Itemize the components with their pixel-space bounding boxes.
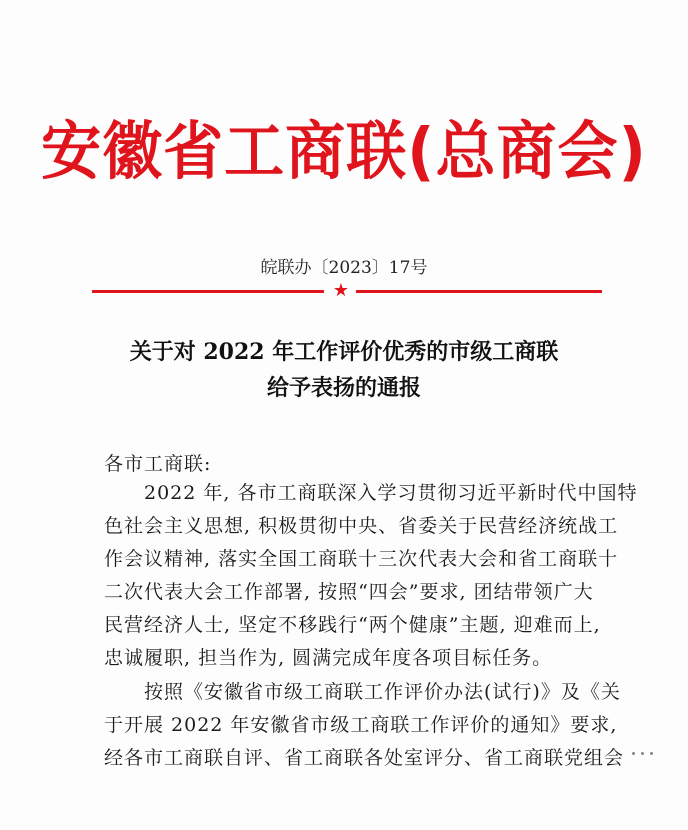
paragraph-line: 色社会主义思想, 积极贯彻中央、省委关于民营经济统战工 bbox=[104, 515, 619, 537]
scan-specks bbox=[632, 752, 656, 758]
paragraph-line: 民营经济人士, 坚定不移践行“两个健康”主题, 迎难而上, bbox=[104, 614, 601, 636]
paragraph-line: 2022 年, 各市工商联深入学习贯彻习近平新时代中国特 bbox=[144, 482, 638, 504]
paragraph-line: 经各市工商联自评、省工商联各处室评分、省工商联党组会 bbox=[104, 747, 625, 769]
paragraph-line: 二次代表大会工作部署, 按照“四会”要求, 团结带领广大 bbox=[104, 581, 594, 603]
title-line-1: 关于对 2022 年工作评价优秀的市级工商联 bbox=[129, 339, 559, 365]
org-masthead: 安徽省工商联(总商会) bbox=[41, 115, 647, 189]
paragraph-line: 作会议精神, 落实全国工商联十三次代表大会和省工商联十 bbox=[104, 548, 619, 570]
document-title bbox=[0, 334, 688, 406]
title-line-2: 给予表扬的通报 bbox=[266, 375, 421, 401]
paragraph-1 bbox=[104, 477, 638, 675]
paragraph-2 bbox=[104, 676, 625, 775]
paragraph-line: 于开展 2022 年安徽省市级工商联工作评价的通知》要求, bbox=[104, 714, 618, 736]
paragraph-line: 按照《安徽省市级工商联工作评价办法(试行)》及《关 bbox=[144, 681, 621, 703]
salutation: 各市工商联: bbox=[104, 453, 212, 475]
paragraph-line: 忠诚履职, 担当作为, 圆满完成年度各项目标任务。 bbox=[104, 647, 553, 669]
red-divider-right bbox=[356, 290, 602, 293]
star-icon: ★ bbox=[332, 280, 350, 301]
red-divider-left bbox=[92, 290, 324, 293]
document-number: 皖联办〔2023〕17号 bbox=[260, 258, 428, 278]
